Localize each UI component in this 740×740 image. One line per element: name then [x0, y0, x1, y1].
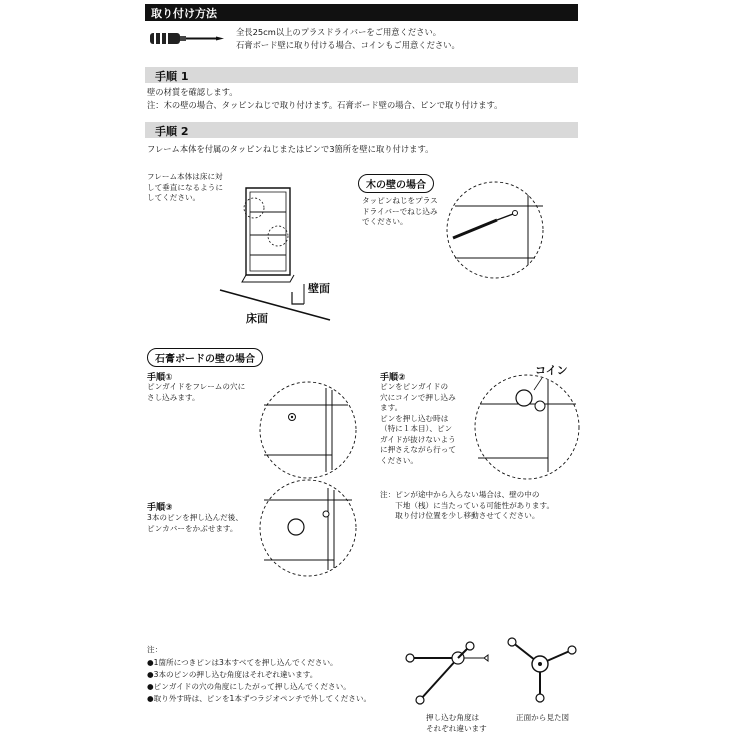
wood-wall-illustration	[445, 180, 545, 280]
floor-label: 床面	[246, 312, 268, 325]
gypsum-step-a-text: ピンガイドをフレームの穴に さし込みます。	[147, 382, 246, 402]
gypsum-step-b-text: ピンをピンガイドの 穴にコインで押し込み ます。 ピンを押し込む時は （特に１本目）、ピン ガイドが抜けないよう に押さえながら行って ください。	[380, 382, 456, 465]
caption-angle: 押し込む角度は それぞれ違います	[426, 713, 487, 733]
pin-front-view-illustration	[500, 632, 590, 712]
gypsum-step-b-title: 手順②	[380, 373, 406, 383]
wood-wall-title: 木の壁の場合	[358, 174, 434, 193]
step-1-line-1: 壁の材質を確認します。	[147, 87, 238, 97]
gypsum-step-c-title: 手順③	[147, 503, 173, 513]
step-1-heading: 手順 1	[155, 70, 189, 83]
step-1-line-2: 注：木の壁の場合、タッピンねじで取り付けます。石膏ボード壁の場合、ピンで取り付けます。	[147, 100, 503, 110]
step-2-line-1: フレーム本体を付属のタッピンねじまたはピンで3箇所を壁に取り付けます。	[147, 144, 434, 154]
pin-guide-insert-illustration	[258, 380, 358, 480]
gypsum-wall-title: 石膏ボードの壁の場合	[147, 348, 263, 367]
coin-label: コイン	[535, 364, 568, 377]
wall-label: 壁面	[308, 282, 330, 295]
note-item-2: ●3本のピンの押し込む角度はそれぞれ違います。	[147, 670, 318, 679]
frame-illustration	[220, 180, 340, 325]
pin-angle-illustration	[400, 640, 500, 710]
note-item-3: ●ピンガイドの穴の角度にしたがって押し込んでください。	[147, 682, 351, 691]
notes-heading: 注：	[147, 645, 163, 654]
gypsum-note: 注：ピンが途中から入らない場合は、壁の中の 下地（桟）に当たっている可能性があります。 取り付け位置を少し移動させてください。	[380, 490, 555, 520]
section-title-bar	[145, 4, 578, 21]
wood-wall-note: タッピンねじをプラス ドライバーでねじ込み でください。	[362, 196, 438, 226]
step-1-bar	[145, 67, 578, 83]
coin-push-illustration	[472, 372, 582, 482]
note-item-4: ●取り外す時は、ピンを1本ずつラジオペンチで外してください。	[147, 694, 372, 703]
step-2-heading: 手順 2	[155, 125, 189, 138]
frame-note: フレーム本体は床に対 して垂直になるように してください。	[147, 172, 223, 202]
tool-line-1: 全長25cm以上のプラスドライバーをご用意ください。	[236, 27, 442, 37]
section-title: 取り付け方法	[151, 7, 217, 20]
caption-front: 正面から見た図	[516, 713, 570, 722]
pin-cover-illustration	[258, 478, 358, 578]
gypsum-step-c-text: 3本のピンを押し込んだ後、 ピンカバーをかぶせます。	[147, 513, 243, 533]
note-item-1: ●1箇所につきピンは3本すべてを押し込んでください。	[147, 658, 338, 667]
gypsum-step-a-title: 手順①	[147, 373, 173, 383]
screwdriver-icon	[148, 30, 228, 48]
step-2-bar	[145, 122, 578, 138]
tool-line-2: 石膏ボード壁に取り付ける場合、コインもご用意ください。	[236, 40, 460, 50]
